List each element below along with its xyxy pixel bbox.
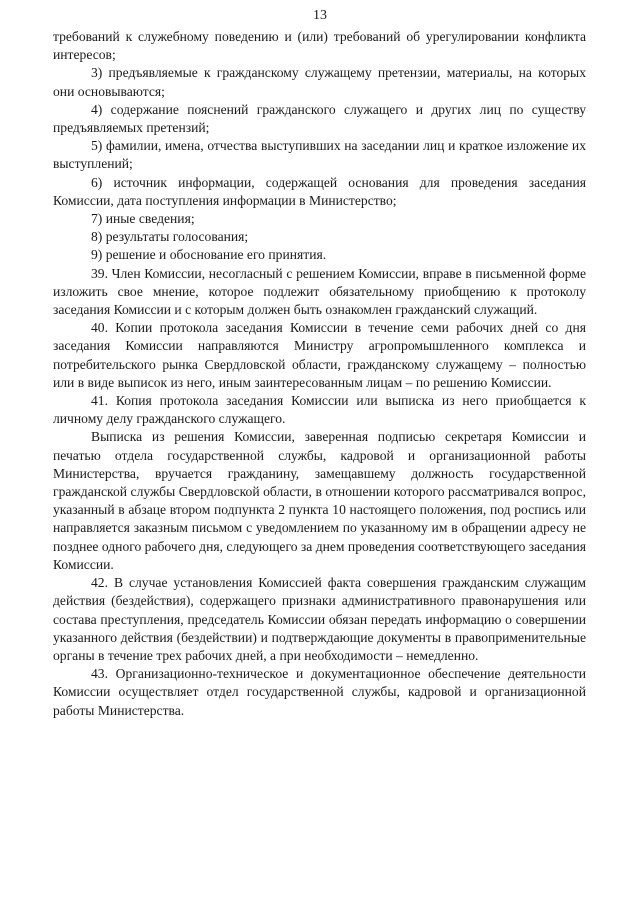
list-item-7: 7) иные сведения; (91, 211, 195, 227)
paragraph-40: 40. Копии протокола заседания Комиссии в течение семи рабочих дней со дня заседания Комиссии направляются Министру агропромышленного комплекса и потребительского рынка Свердловской области, гражданскому служащему – полностью или в виде выписок из него, иным заинтересованным лицам – по решению Комиссии. (53, 320, 586, 390)
list-item-6: 6) источник информации, содержащей основания для проведения заседания Комиссии, дата поступления информации в Министерство; (53, 174, 586, 208)
paragraph-42: 42. В случае установления Комиссией факта совершения гражданским служащим действия (бездействия), содержащего признаки административного правонарушения или состава преступления, председатель Комиссии обязан передать информацию о совершении указанного действия (бездействии) и подтверждающие документы в правоприменительные органы в течение трех рабочих дней, а при необходимости – немедленно. (53, 575, 586, 663)
paragraph-continuation: требований к служебному поведению и (или) требований об урегулировании конфликта интересов; (53, 29, 586, 63)
list-item-5: 5) фамилии, имена, отчества выступивших на заседании лиц и краткое изложение их выступлений; (53, 138, 586, 172)
list-item-4: 4) содержание пояснений гражданского служащего и других лиц по существу предъявляемых претензий; (53, 101, 586, 136)
list-item-3: 3) предъявляемые к гражданскому служащему претензии, материалы, на которых они основываются; (53, 65, 586, 99)
paragraph-41: 41. Копия протокола заседания Комиссии или выписка из него приобщается к личному делу гражданского служащего. (53, 393, 586, 427)
list-item-9: 9) решение и обоснование его принятия. (91, 247, 327, 263)
paragraph-39: 39. Член Комиссии, несогласный с решением Комиссии, вправе в письменной форме изложить свое мнение, которое подлежит обязательному приобщению к протоколу заседания Комиссии и с которым должен быть ознакомлен гражданский служащий. (53, 265, 586, 318)
page-number: 13 (313, 8, 327, 23)
paragraph-41-extract: Выписка из решения Комиссии, заверенная подписью секретаря Комиссии и печатью отдела государственной службы, кадровой и организационной работы Министерства, вручается гражданину, замещавшему должность государственной гражданской службы Свердловской области, в отношении которого рассматривался вопрос, указанный в абзаце втором подпункта 2 пункта 10 настоящего положения, под роспись или направляется заказным письмом с уведомлением по указанному им в обращении адресу не позднее одного рабочего дня, следующего за днем проведения соответствующего заседания Комиссии. (53, 429, 587, 572)
paragraph-43: 43. Организационно-техническое и документационное обеспечение деятельности Комиссии осуществляет отдел государственной службы, кадровой и организационной работы Министерства. (53, 666, 586, 718)
list-item-8: 8) результаты голосования; (91, 229, 249, 245)
document-body (53, 28, 586, 720)
